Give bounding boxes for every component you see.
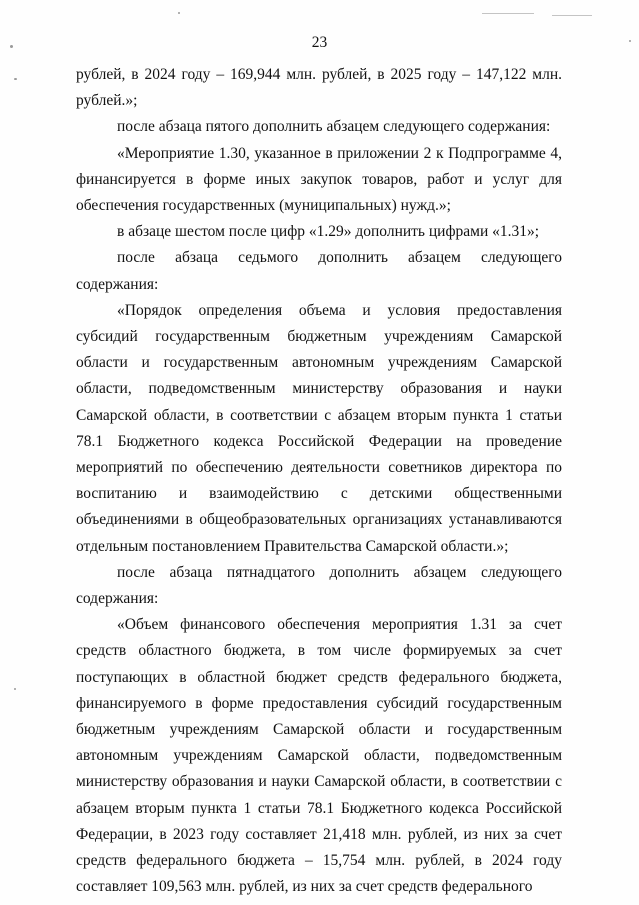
document-body <box>76 62 562 901</box>
scan-artifact-streak <box>482 13 534 14</box>
paragraph: в абзаце шестом после цифр «1.29» дополнить цифрами «1.31»; <box>117 223 540 241</box>
paragraph: «Порядок определения объема и условия предоставления субсидий государственным бюджетным учреждениям Самарской области и государственным автономным учреждениям Самарской области, подведомственным министерству образования и науки Самарской области, в соответствии с абзацем вторым пункта 1 статьи 78.1 Бюджетного кодекса Российской Федерации на проведение мероприятий по обеспечению деятельности советников директора по воспитанию и взаимодействию с детскими общественными объединениями в общеобразовательных организациях устанавливаются отдельным постановлением Правительства Самарской области.»; <box>76 301 562 555</box>
scan-artifact-dot <box>14 78 17 80</box>
paragraph: «Объем финансового обеспечения мероприятия 1.31 за счет средств областного бюджета, в том числе формируемых за счет поступающих в областной бюджет средств федерального бюджета, финансируемого в форме предоставления субсидий государственным бюджетным учреждениям Самарской области и государственным автономным учреждениям Самарской области, подведомственным министерству образования и науки Самарской области, в соответствии с абзацем вторым пункта 1 статьи 78.1 Бюджетного кодекса Российской Федерации, в 2023 году составляет 21,418 млн. рублей, из них за счет средств федерального бюджета – 15,754 млн. рублей, в 2024 году составляет 109,563 млн. рублей, из них за счет средств федерального <box>76 616 562 896</box>
paragraph: после абзаца пятого дополнить абзацем следующего содержания: <box>117 118 551 136</box>
paragraph: рублей, в 2024 году – 169,944 млн. рублей, в 2025 году – 147,122 млн. рублей.»; <box>76 66 562 110</box>
page-number: 23 <box>311 34 328 51</box>
paragraph: после абзаца пятнадцатого дополнить абзацем следующего содержания: <box>76 563 562 608</box>
scan-artifact-dot <box>14 688 16 690</box>
scan-artifact-dot <box>178 12 180 14</box>
paragraph: после абзаца седьмого дополнить абзацем следующего содержания: <box>76 249 562 293</box>
paragraph: «Мероприятие 1.30, указанное в приложении 2 к Подпрограмме 4, финансируется в форме иных закупок товаров, работ и услуг для обеспечения государственных (муниципальных) нужд.»; <box>76 144 562 215</box>
scan-artifact-streak <box>552 15 592 16</box>
